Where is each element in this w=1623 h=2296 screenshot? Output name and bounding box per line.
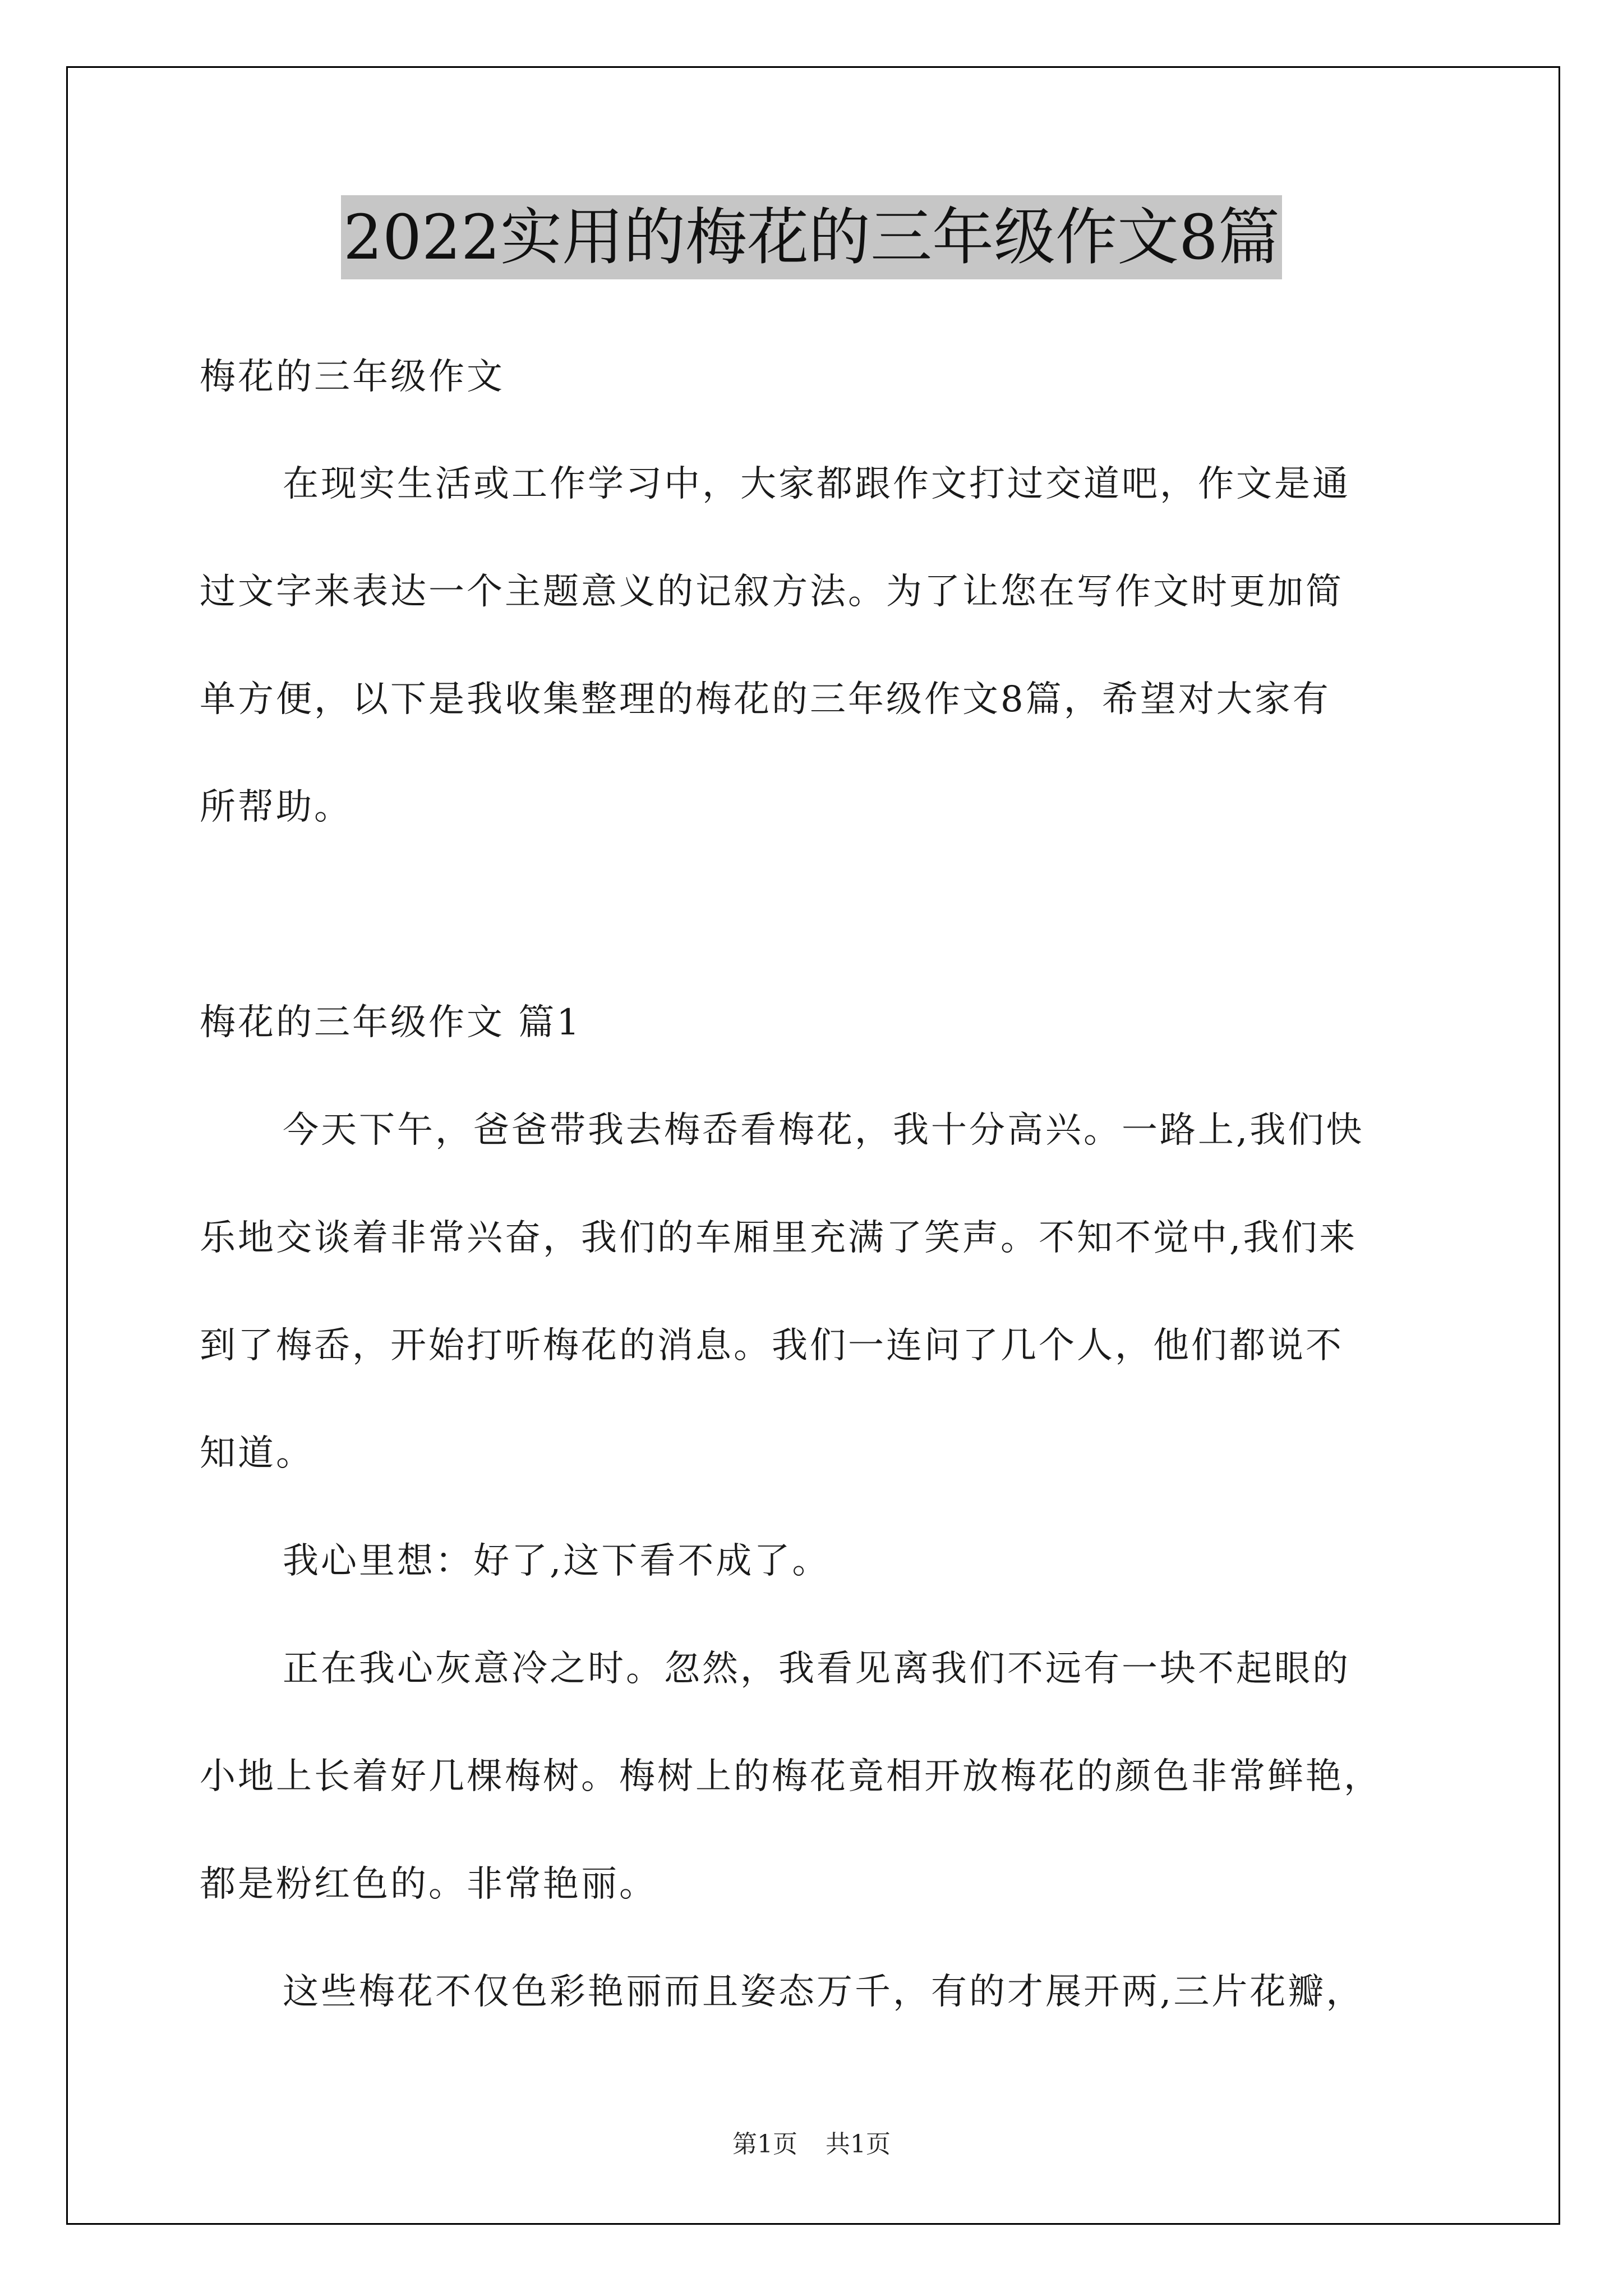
page-total: 共1页 (826, 2130, 891, 2159)
paragraph-line: 到了梅岙，开始打听梅花的消息。我们一连问了几个人，他们都说不 (200, 1325, 1344, 1366)
title-container (0, 195, 1623, 279)
intro-paragraph-line: 单方便，以下是我收集整理的梅花的三年级作文8篇，希望对大家有 (200, 679, 1331, 720)
intro-paragraph-line: 在现实生活或工作学习中，大家都跟作文打过交道吧，作文是通 (283, 463, 1350, 505)
document-title: 2022实用的梅花的三年级作文8篇 (341, 195, 1282, 279)
intro-paragraph-line: 过文字来表达一个主题意义的记叙方法。为了让您在写作文时更加简 (200, 571, 1344, 613)
page-number: 第1页 (732, 2130, 797, 2159)
paragraph-line: 我心里想：好了,这下看不成了。 (283, 1540, 831, 1582)
paragraph-line: 都是粉红色的。非常艳丽。 (200, 1864, 657, 1905)
paragraph-line: 乐地交谈着非常兴奋，我们的车厢里充满了笑声。不知不觉中,我们来 (200, 1217, 1358, 1259)
paragraph-line: 这些梅花不仅色彩艳丽而且姿态万千，有的才展开两,三片花瓣， (283, 1971, 1364, 2013)
paragraph-line: 知道。 (200, 1433, 314, 1474)
paragraph-line: 小地上长着好几棵梅树。梅树上的梅花竟相开放梅花的颜色非常鲜艳， (200, 1756, 1382, 1797)
paragraph-line: 正在我心灰意冷之时。忽然，我看见离我们不远有一块不起眼的 (283, 1648, 1350, 1690)
intro-paragraph-line: 所帮助。 (200, 786, 352, 828)
section-heading: 梅花的三年级作文 篇1 (200, 1002, 582, 1043)
paragraph-line: 今天下午，爸爸带我去梅岙看梅花，我十分高兴。一路上,我们快 (283, 1110, 1364, 1151)
page-footer (0, 2129, 1623, 2160)
intro-heading: 梅花的三年级作文 (200, 356, 505, 398)
